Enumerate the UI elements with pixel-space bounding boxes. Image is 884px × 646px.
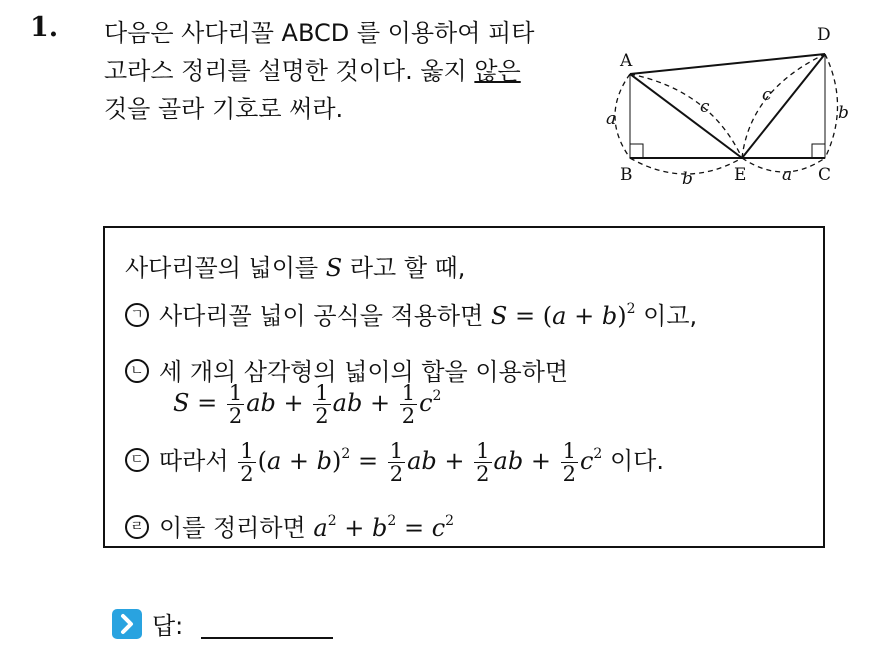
mark-3: ㄷ [125, 448, 149, 472]
segment-AD [630, 54, 825, 74]
right-angle-B [630, 144, 643, 158]
item-1-formula: $S = (a + b)^2$ [490, 301, 636, 330]
label-a-side: a [606, 109, 617, 129]
trapezoid-figure [600, 20, 870, 195]
item-1-text: 사다리꼴 넓이 공식을 적용하면 [159, 302, 491, 330]
item-4-formula: $a^2 + b^2 = c^2$ [313, 513, 455, 542]
underlined-word: 않은 [474, 57, 521, 85]
segment-ED [742, 54, 825, 158]
label-A: A [620, 51, 633, 71]
answer-label: 답: [152, 612, 184, 640]
item-3 [125, 440, 664, 485]
label-c-right: c [762, 85, 772, 105]
label-B: B [620, 165, 633, 185]
item-3-text-end: 이다. [602, 447, 664, 475]
label-b-bottom: b [682, 169, 693, 189]
mark-1: ㄱ [125, 303, 149, 327]
item-4 [125, 508, 454, 543]
label-C: C [818, 165, 832, 185]
box-intro [125, 248, 465, 283]
question-line-3: 것을 골라 기호로 써라. [104, 95, 344, 123]
question-text [104, 14, 584, 128]
item-2-formula: S = $\frac{1}{2}$ ab + $\frac{1}{2}$ ab + $\frac{1}{2}$ $c^2$ [173, 381, 442, 428]
label-D: D [817, 25, 831, 45]
item-3-text: 따라서 [159, 447, 237, 475]
label-c-left: c [700, 97, 710, 117]
question-line-2-text: 고라스 정리를 설명한 것이다. 옳지 [104, 57, 475, 85]
label-b-side: b [838, 103, 849, 123]
question-number: 1. [30, 12, 59, 43]
intro-text: 사다리꼴의 넓이를 [125, 254, 326, 282]
label-E: E [734, 165, 747, 185]
item-3-formula: $\frac{1}{2}$ $(a + b)^2$ = $\frac{1}{2}$ ab + $\frac{1}{2}$ ab + $\frac{1}{2}$ $c^2$ [240, 439, 603, 486]
chevron-right-icon [112, 609, 142, 639]
answer-row [112, 606, 333, 641]
question-line-2 [104, 52, 584, 90]
segment-AE [630, 74, 742, 158]
label-a-bottom: a [782, 165, 793, 185]
explanation-box [103, 226, 825, 548]
item-2-text: 세 개의 삼각형의 넓이의 합을 이용하면 [159, 358, 569, 386]
item-1 [125, 296, 697, 331]
right-angle-C [812, 144, 825, 158]
dashed-arc-a [615, 74, 630, 158]
answer-blank[interactable] [201, 637, 333, 639]
intro-text-end: 라고 할 때, [342, 254, 466, 282]
item-1-text-end: 이고, [635, 302, 698, 330]
question-line-1: 다음은 사다리꼴 ABCD 를 이용하여 피타 [104, 19, 535, 47]
item-4-text: 이를 정리하면 [159, 514, 314, 542]
mark-4: ㄹ [125, 515, 149, 539]
mark-2: ㄴ [125, 359, 149, 383]
dashed-arc-b [825, 54, 838, 158]
var-S: S [325, 254, 343, 282]
